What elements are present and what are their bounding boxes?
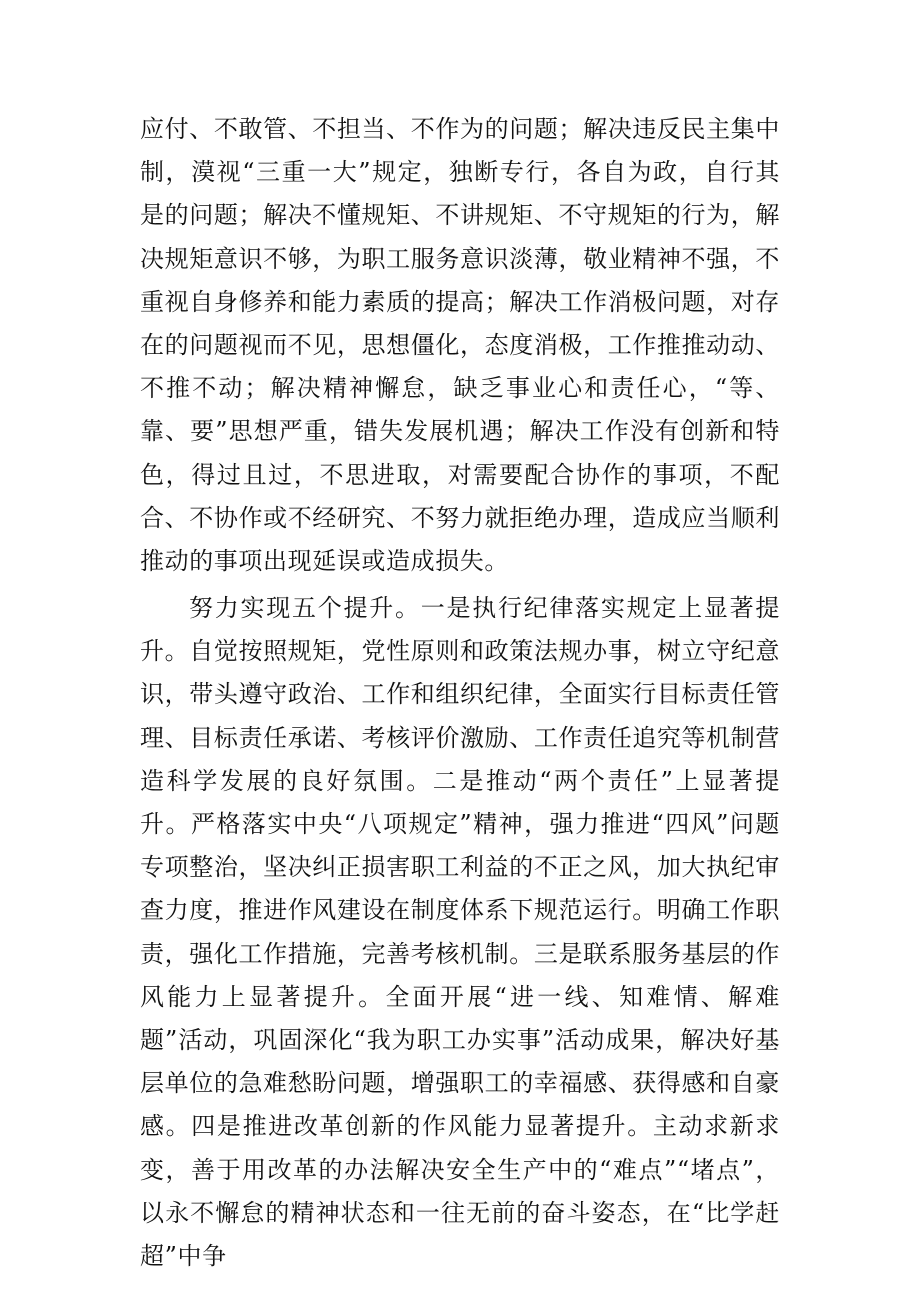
paragraph-continued: 应付、不敢管、不担当、不作为的问题；解决违反民主集中制，漠视“三重一大”规定，独断专行，各自为政，自行其是的问题；解决不懂规矩、不讲规矩、不守规矩的行为，解决规矩意识不够，为职工服务意识淡薄，敬业精神不强，不重视自身修养和能力素质的提高；解决工作消极问题，对存在的问题视而不见，思想僵化，态度消极，工作推推动动、不推不动；解决精神懈怠，缺乏事业心和责任心，“等、靠、要”思想严重，错失发展机遇；解决工作没有创新和特色，得过且过，不思进取，对需要配合协作的事项，不配合、不协作或不经研究、不努力就拒绝办理，造成应当顺利推动的事项出现延误或造成损失。 [140, 115, 780, 576]
paragraph-five-improvements: 努力实现五个提升。一是执行纪律落实规定上显著提升。自觉按照规矩，党性原则和政策法规办事，树立守纪意识，带头遵守政治、工作和组织纪律，全面实行目标责任管理、目标责任承诺、考核评价激励、工作责任追究等机制营造科学发展的良好氛围。二是推动“两个责任”上显著提升。严格落实中央“八项规定”精神，强力推进“四风”问题专项整治，坚决纠正损害职工利益的不正之风，加大执纪审查力度，推进作风建设在制度体系下规范运行。明确工作职责，强化工作措施，完善考核机制。三是联系服务基层的作风能力上显著提升。全面开展“进一线、知难情、解难题”活动，巩固深化“我为职工办实事”活动成果，解决好基层单位的急难愁盼问题，增强职工的幸福感、获得感和自豪感。四是推进改革创新的作风能力显著提升。主动求新求变，善于用改革的办法解决安全生产中的“难点”“堵点”，以永不懈怠的精神状态和一往无前的奋斗姿态，在“比学赶超”中争 [140, 594, 780, 1271]
